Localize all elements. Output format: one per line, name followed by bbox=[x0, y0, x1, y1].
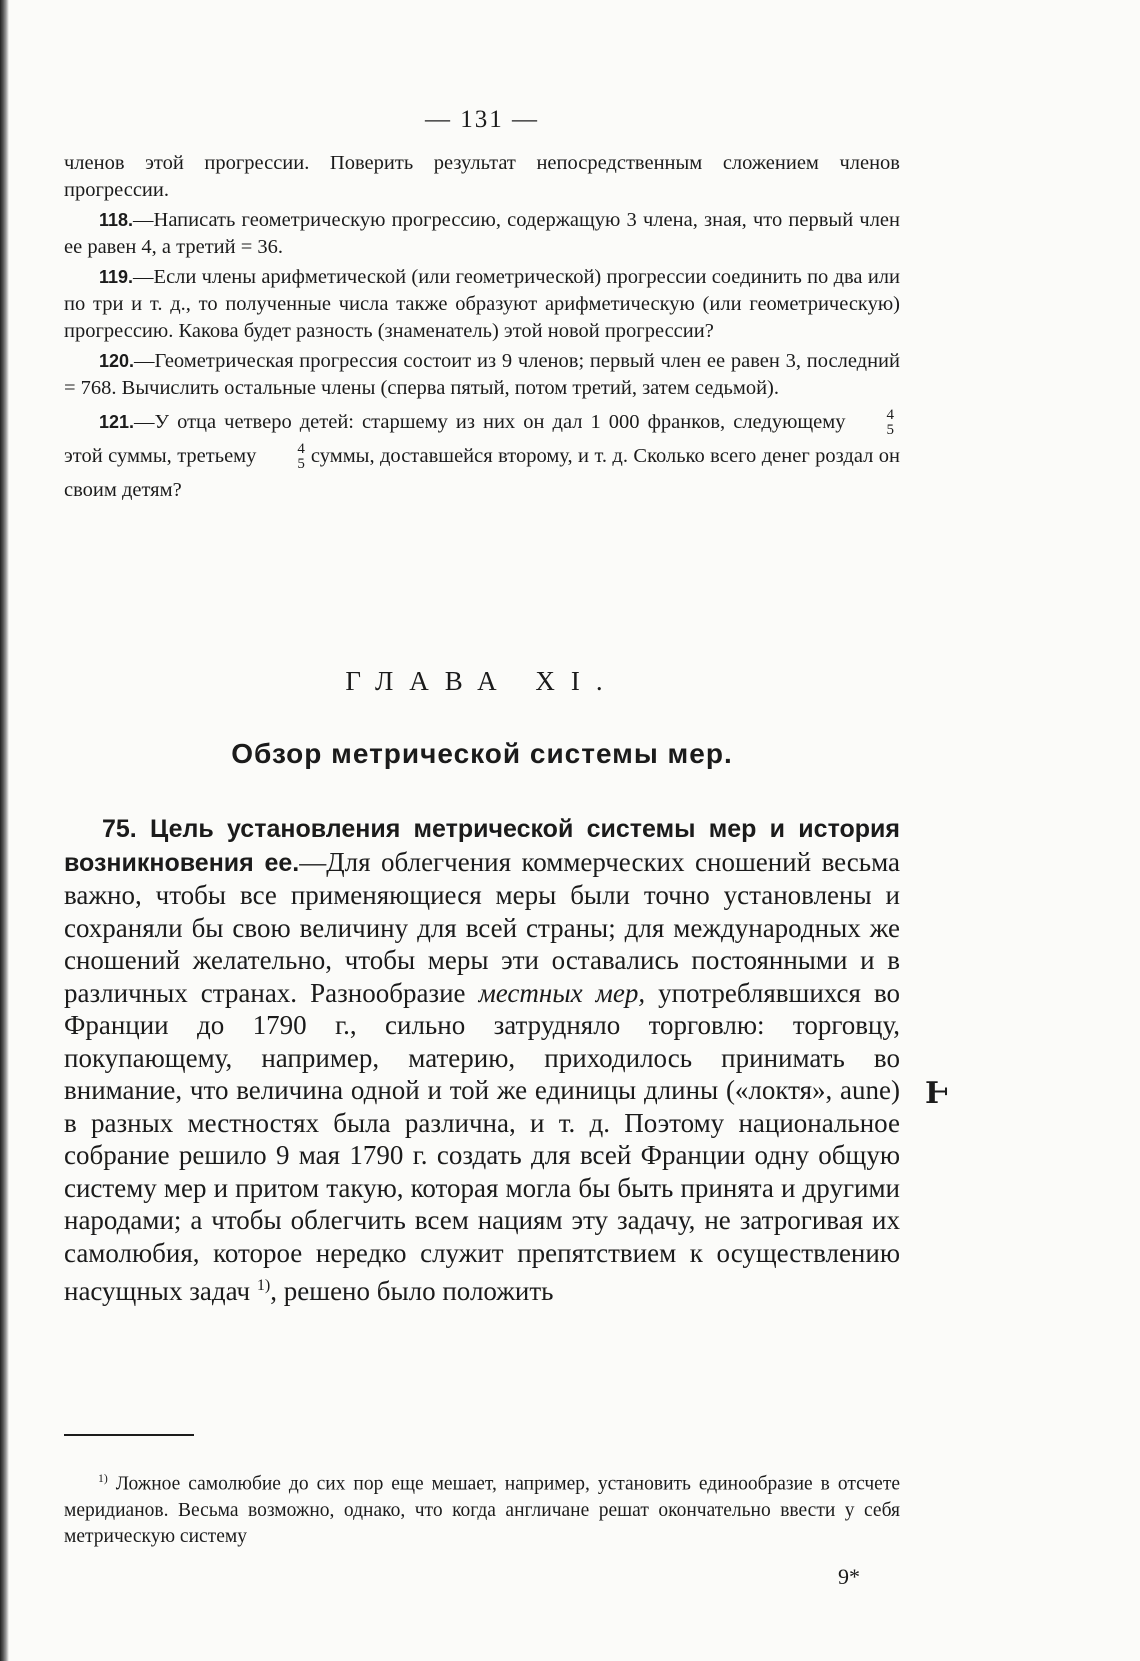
exercise-text: —Написать геометрическую прогрессию, содержащую 3 члена, зная, что первый член ее равен 4, а третий = 36. bbox=[64, 209, 900, 258]
page-number: — 131 — bbox=[425, 106, 539, 133]
fraction bbox=[852, 408, 895, 438]
exercise-number: 118. bbox=[99, 210, 134, 230]
fraction bbox=[262, 442, 305, 472]
exercise-121 bbox=[64, 405, 900, 507]
footnote-divider bbox=[64, 1434, 194, 1436]
exercise-119 bbox=[64, 264, 900, 345]
section-text: —Для облегчения коммерческих сношений весьма важно, чтобы все применяющиеся меры были точно установлены и сохраняли бы свою величину для всей страны; для международных же сношений желательно, чтобы меры эти оставались постоянными и в различных странах. Разнообразие bbox=[64, 846, 900, 1008]
footnote-text: Ложное самолюбие до сих пор еще мешает, например, установить единообразие в отсчете меридианов. Весьма возможно, однако, что когда англичане решат окончательно ввести у себя метрическую систему bbox=[64, 1473, 901, 1547]
fraction-denominator: 5 bbox=[297, 456, 305, 473]
section-heading: 75. Цель установления метрической системы мер и история возникновения ее. bbox=[64, 815, 900, 877]
page-edge-shadow bbox=[0, 0, 9, 1661]
footnote-reference: 1) bbox=[256, 1276, 271, 1294]
section-text: , решено было положить bbox=[270, 1276, 554, 1306]
section-paragraph bbox=[64, 812, 900, 1308]
exercise-120 bbox=[64, 348, 900, 402]
chapter-title: Обзор метрической системы мер. bbox=[231, 738, 733, 769]
section-text: употреблявшихся во Франции до 1790 г., сильно затрудняло торговлю: торговцу, покупающему, например, материю, приходилось принимать во внимание, что величина одной и той же единицы длины («локтя», aune) в разных местностях была различна, и т. д. Поэтому национальное собрание решило 9 мая 1790 г. создать для всей Франции одну общую систему мер и притом такую, которая могла бы быть принята и другими народами; а чтобы облегчить всем нациям эту задачу, не затрогивая их самолюбия, которое нередко служит препятствием к осуществлению насущных задач bbox=[64, 977, 901, 1306]
printer-signature: 9* bbox=[838, 1564, 860, 1589]
footnote bbox=[64, 1466, 900, 1550]
exercises-block bbox=[64, 150, 900, 510]
section-75 bbox=[64, 812, 900, 1308]
fraction-numerator: 4 bbox=[297, 441, 305, 458]
exercise-text: —Геометрическая прогрессия состоит из 9 членов; первый член ее равен 3, последний = 768. Вычислить остальные члены (сперва пятый, потом третий, затем седьмой). bbox=[64, 350, 900, 399]
footnote-marker: 1) bbox=[98, 1472, 108, 1485]
exercise-number: 121. bbox=[99, 412, 135, 432]
book-page bbox=[64, 0, 900, 1661]
fraction-numerator: 4 bbox=[886, 407, 894, 424]
exercise-text: суммы, доставшейся второму, и т. д. Сколько всего денег роздал он своим детям? bbox=[64, 445, 900, 501]
exercise-number: 119. bbox=[99, 267, 134, 287]
exercise-number: 120. bbox=[99, 351, 135, 371]
exercise-text: —Если члены арифметической (или геометрической) прогрессии соединить по два или по три и т. д., то полученные числа также образуют арифметическую (или геометрическую) прогрессию. Какова будет разность (знаменатель) этой новой прогрессии? bbox=[64, 266, 900, 342]
exercise-text: этой суммы, третьему bbox=[64, 445, 257, 467]
exercise-text: —У отца четверо детей: старшему из них он дал 1 000 франков, следующему bbox=[134, 411, 846, 433]
fraction-denominator: 5 bbox=[886, 422, 894, 439]
exercise-continuation: членов этой прогрессии. Поверить результат непосредственным сложением членов прогрессии. bbox=[64, 152, 900, 201]
section-emphasis: местных мер, bbox=[478, 977, 646, 1008]
chapter-label: ГЛАВА XI. bbox=[345, 666, 619, 696]
margin-mark: Ͱ bbox=[925, 1077, 949, 1110]
exercise-118 bbox=[64, 207, 900, 261]
